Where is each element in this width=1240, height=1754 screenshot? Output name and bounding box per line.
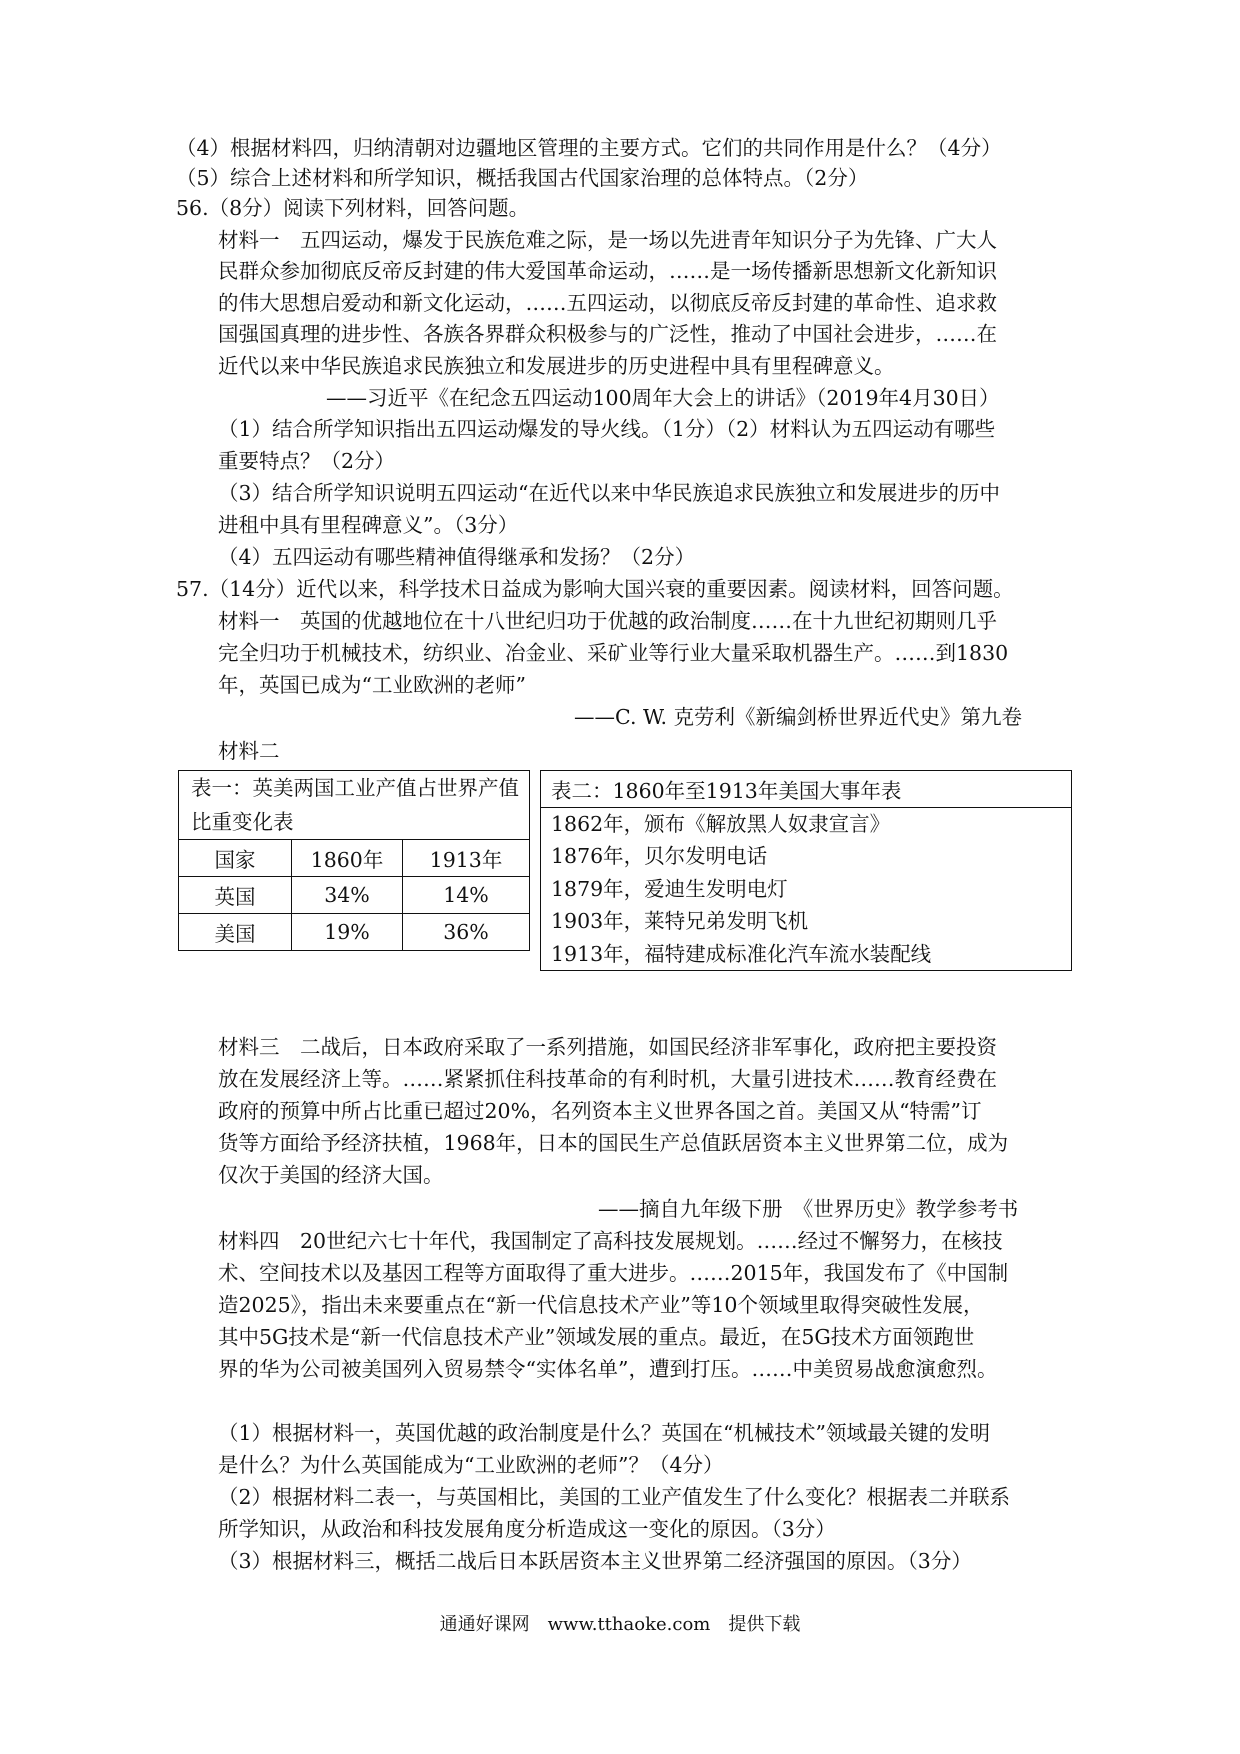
table1-cell: 14% — [403, 877, 530, 914]
q55-4: （4）根据材料四，归纳清朝对边疆地区管理的主要方式。它们的共同作用是什么？（4分） — [176, 136, 1002, 160]
q56-material1-line: 国强国真理的进步性、各族各界群众积极参与的广泛性，推动了中国社会进步，……在 — [218, 322, 997, 346]
list-item: 1876年，贝尔发明电话 — [551, 844, 768, 869]
table1-caption: 表一：英美两国工业产值占世界产值比重变化表 — [179, 771, 530, 840]
table-row — [179, 877, 530, 914]
q57-material1-line: 年，英国已成为“工业欧洲的老师” — [218, 673, 526, 697]
q57-question-1: （1）根据材料一，英国优越的政治制度是什么？英国在“机械技术”领域最关键的发明 — [218, 1421, 991, 1445]
q57-material1-source: ——C. W. 克劳利《新编剑桥世界近代史》第九卷 — [574, 705, 1023, 729]
table1-cell: 19% — [292, 914, 403, 951]
q56-material1-line: 民群众参加彻底反帝反封建的伟大爱国革命运动，……是一场传播新思想新文化新知识 — [218, 259, 997, 283]
q56-question-3: （3）结合所学知识说明五四运动“在近代以来中华民族追求民族独立和发展进步的历中 — [218, 481, 1001, 505]
table1-cell: 34% — [292, 877, 403, 914]
q57-question-2: （2）根据材料二表一，与英国相比，美国的工业产值发生了什么变化？根据表二并联系 — [218, 1485, 1011, 1509]
q57-material4-line: 术、空间技术以及基因工程等方面取得了重大进步。……2015年，我国发布了《中国制 — [218, 1261, 1009, 1285]
table1-cell: 英国 — [179, 877, 292, 914]
q57-material4-line: 材料四 20世纪六七十年代，我国制定了高科技发展规划。……经过不懈努力，在核技 — [218, 1229, 1003, 1253]
page-footer: 通通好课网 www.tthaoke.com 提供下载 — [439, 1614, 801, 1635]
q56-material1-source: ——习近平《在纪念五四运动100周年大会上的讲话》（2019年4月30日） — [326, 386, 1000, 410]
table-us-events — [540, 770, 1072, 971]
q57-material3-line: 放在发展经济上等。……紧紧抓住科技革命的有利时机，大量引进技术……教育经费在 — [218, 1067, 997, 1091]
q57-material3-source: ——摘自九年级下册 《世界历史》教学参考书 — [598, 1197, 1019, 1221]
table-industrial-output — [178, 770, 530, 951]
table-row — [179, 914, 530, 951]
q57-question-1-cont: 是什么？为什么英国能成为“工业欧洲的老师”？（4分） — [218, 1453, 724, 1477]
q57-heading: 57.（14分）近代以来，科学技术日益成为影响大国兴衰的重要因素。阅读材料，回答问题。 — [176, 577, 1014, 601]
q56-material1-line: 近代以来中华民族追求民族独立和发展进步的历史进程中具有里程碑意义。 — [218, 354, 895, 378]
q56-material1-line: 的伟大思想启爱动和新文化运动，……五四运动，以彻底反帝反封建的革命性、追求救 — [218, 291, 997, 315]
q57-material3-line: 政府的预算中所占比重已超过20%，名列资本主义世界各国之首。美国又从“特需”订 — [218, 1099, 982, 1123]
q57-material1-line: 材料一 英国的优越地位在十八世纪归功于优越的政治制度……在十九世纪初期则几乎 — [218, 609, 997, 633]
q57-question-2-cont: 所学知识，从政治和科技发展角度分析造成这一变化的原因。（3分） — [218, 1517, 836, 1541]
table1-header-1913: 1913年 — [403, 840, 530, 877]
q57-material4-line: 其中5G技术是“新一代信息技术产业”领域发展的重点。最近，在5G技术方面领跑世 — [218, 1325, 975, 1349]
list-item: 1862年，颁布《解放黑人奴隶宣言》 — [551, 812, 891, 836]
list-item: 1879年，爱迪生发明电灯 — [551, 876, 788, 901]
q57-material3-line: 材料三 二战后，日本政府采取了一系列措施，如国民经济非军事化，政府把主要投资 — [218, 1035, 997, 1059]
q57-material4-line: 造2025》，指出未来要重点在“新一代信息技术产业”等10个领域里取得突破性发展， — [218, 1293, 984, 1317]
table2-events — [541, 808, 1072, 971]
q56-material1-line: 材料一 五四运动，爆发于民族危难之际，是一场以先进青年知识分子为先锋、广大人 — [218, 228, 997, 252]
q57-question-3: （3）根据材料三，概括二战后日本跃居资本主义世界第二经济强国的原因。（3分） — [218, 1549, 972, 1573]
q56-question-3-cont: 进租中具有里程碑意义”。（3分） — [218, 513, 519, 537]
q57-material4-line: 界的华为公司被美国列入贸易禁令“实体名单”，遭到打压。……中美贸易战愈演愈烈。 — [218, 1357, 998, 1381]
q56-question-1-2: （1）结合所学知识指出五四运动爆发的导火线。（1分）（2）材料认为五四运动有哪些 — [218, 417, 996, 441]
q57-material3-line: 货等方面给予经济扶植，1968年，日本的国民生产总值跃居资本主义世界第二位，成为 — [218, 1131, 1009, 1155]
list-item: 1903年，莱特兄弟发明飞机 — [551, 909, 809, 934]
q56-question-4: （4）五四运动有哪些精神值得继承和发扬？（2分） — [218, 545, 696, 569]
table1-cell: 美国 — [179, 914, 292, 951]
table1-cell: 36% — [403, 914, 530, 951]
q56-question-1-2-cont: 重要特点？（2分） — [218, 449, 396, 473]
q57-material3-line: 仅次于美国的经济大国。 — [218, 1163, 444, 1187]
table2-caption: 表二：1860年至1913年美国大事年表 — [541, 771, 1072, 808]
table-row — [179, 840, 530, 877]
q57-material2-label: 材料二 — [218, 739, 280, 763]
q57-material1-line: 完全归功于机械技术，纺织业、冶金业、采矿业等行业大量采取机器生产。……到1830 — [218, 641, 1009, 665]
list-item: 1913年，福特建成标准化汽车流水装配线 — [551, 941, 932, 966]
table1-header-1860: 1860年 — [292, 840, 403, 877]
q55-5: （5）综合上述材料和所学知识，概括我国古代国家治理的总体特点。（2分） — [176, 166, 869, 190]
q56-heading: 56.（8分）阅读下列材料，回答问题。 — [176, 196, 530, 220]
table1-header-country: 国家 — [179, 840, 292, 877]
